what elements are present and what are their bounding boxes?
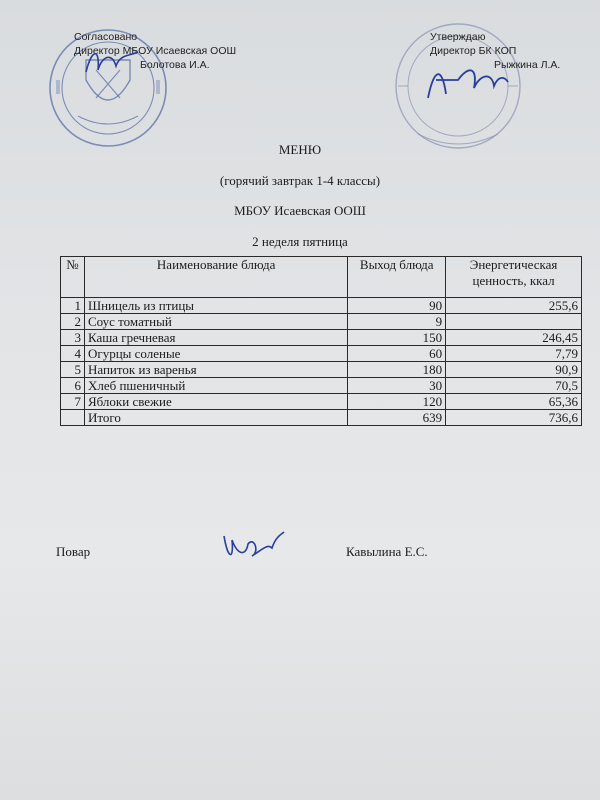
cook-name: Кавылина Е.С. [346,544,428,559]
total-label: Итого [84,410,347,426]
row-num: 5 [61,362,85,378]
row-name: Соус томатный [84,314,347,330]
right-signature [422,58,512,108]
row-name: Шницель из птицы [84,298,347,314]
row-energy: 90,9 [446,362,582,378]
row-energy [446,314,582,330]
row-num: 3 [61,330,85,346]
table-row [61,394,582,410]
approval-right-line2: Директор БК КОП [430,45,517,57]
table-row [61,362,582,378]
row-output: 90 [348,298,446,314]
approval-right-line3: Рыжкина Л.А. [494,59,561,71]
left-signature [82,42,142,82]
table-row [61,378,582,394]
week-day: 2 неделя пятница [252,234,348,249]
table-row [61,346,582,362]
table-row [61,298,582,314]
row-num: 1 [61,298,85,314]
row-energy: 7,79 [446,346,582,362]
approval-left-line2: Директор МБОУ Исаевская ООШ [74,45,237,57]
total-num [61,410,85,426]
header-energy: Энергетическая ценность, ккал [446,257,582,298]
page-title: МЕНЮ [278,142,322,157]
row-name: Напиток из варенья [84,362,347,378]
header-output: Выход блюда [348,257,446,298]
row-name: Хлеб пшеничный [84,378,347,394]
table-row [61,314,582,330]
approval-left-line1: Согласовано [74,31,138,43]
row-energy: 255,6 [446,298,582,314]
table-total-row [61,410,582,426]
table-header-row [61,257,582,298]
page-subtitle: (горячий завтрак 1-4 классы) [219,173,381,188]
row-output: 150 [348,330,446,346]
total-energy: 736,6 [446,410,582,426]
row-output: 120 [348,394,446,410]
row-name: Яблоки свежие [84,394,347,410]
table-row [61,330,582,346]
row-num: 2 [61,314,85,330]
header-num: № [61,257,85,298]
header-name: Наименование блюда [84,257,347,298]
row-energy: 70,5 [446,378,582,394]
approval-left-line3: Болотова И.А. [140,59,210,71]
menu-table [60,256,582,426]
row-output: 9 [348,314,446,330]
row-num: 7 [61,394,85,410]
row-energy: 246,45 [446,330,582,346]
row-output: 60 [348,346,446,362]
row-num: 4 [61,346,85,362]
school-name: МБОУ Исаевская ООШ [234,203,366,218]
total-output: 639 [348,410,446,426]
cook-signature [218,526,288,566]
row-output: 30 [348,378,446,394]
row-name: Огурцы соленые [84,346,347,362]
cook-role: Повар [56,544,91,559]
row-name: Каша гречневая [84,330,347,346]
row-num: 6 [61,378,85,394]
row-energy: 65,36 [446,394,582,410]
approval-right-line1: Утверждаю [430,31,486,43]
row-output: 180 [348,362,446,378]
